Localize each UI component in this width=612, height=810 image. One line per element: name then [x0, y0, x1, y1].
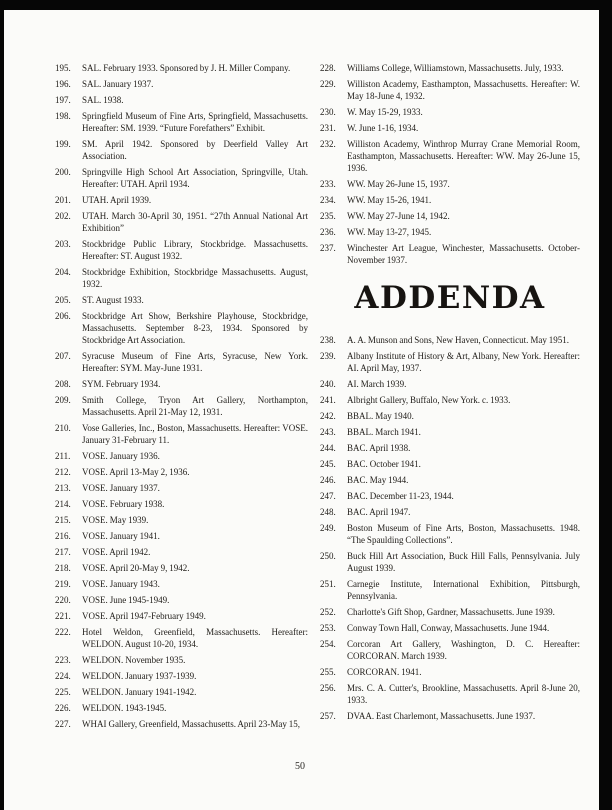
catalog-entry: [320, 106, 580, 118]
scan-border-left: [0, 0, 4, 810]
entry-number: 210.: [55, 423, 71, 433]
entry-number: 238.: [320, 335, 336, 345]
entry-text: Springville High School Art Association, Springville, Utah. Hereafter: UTAH. April 1934.: [82, 167, 308, 189]
entry-text: Stockbridge Exhibition, Stockbridge Massachusetts. August, 1932.: [82, 267, 308, 289]
catalog-entry: [320, 490, 580, 502]
entry-number: 226.: [55, 703, 71, 713]
entry-number: 257.: [320, 711, 336, 721]
catalog-entry: [55, 578, 308, 590]
catalog-entry: [55, 62, 308, 74]
catalog-entry: [320, 710, 580, 722]
catalog-entry: [55, 378, 308, 390]
entry-number: 208.: [55, 379, 71, 389]
addenda-heading: ADDENDA: [354, 280, 546, 316]
entry-number: 222.: [55, 627, 71, 637]
catalog-entry: [320, 622, 580, 634]
entry-text: CORCORAN. 1941.: [347, 667, 422, 677]
entry-text: VOSE. April 20-May 9, 1942.: [82, 563, 190, 573]
catalog-entry: [55, 238, 308, 262]
entry-number: 243.: [320, 427, 336, 437]
entry-text: Williston Academy, Winthrop Murray Crane Memorial Room, Easthampton, Massachusetts. Hereafter: WW. May 26-June 15, 1936.: [347, 139, 580, 173]
entry-text: Syracuse Museum of Fine Arts, Syracuse, New York. Hereafter: SYM. May-June 1931.: [82, 351, 308, 373]
catalog-entry: [320, 682, 580, 706]
entry-text: SAL. January 1937.: [82, 79, 154, 89]
entry-number: 240.: [320, 379, 336, 389]
entry-number: 202.: [55, 211, 71, 221]
entry-number: 198.: [55, 111, 71, 121]
entry-text: W. June 1-16, 1934.: [347, 123, 419, 133]
entry-text: WELDON. November 1935.: [82, 655, 186, 665]
catalog-entry: [55, 514, 308, 526]
entry-text: Buck Hill Art Association, Buck Hill Falls, Pennsylvania. July August 1939.: [347, 551, 580, 573]
entry-number: 245.: [320, 459, 336, 469]
entry-number: 221.: [55, 611, 71, 621]
entry-number: 248.: [320, 507, 336, 517]
entry-text: WELDON. 1943-1945.: [82, 703, 167, 713]
catalog-entry: [55, 94, 308, 106]
left-column: [55, 62, 308, 734]
catalog-entry: [320, 138, 580, 174]
entry-number: 219.: [55, 579, 71, 589]
entry-number: 215.: [55, 515, 71, 525]
entry-number: 242.: [320, 411, 336, 421]
catalog-entry: [320, 550, 580, 574]
entry-text: WW. May 26-June 15, 1937.: [347, 179, 450, 189]
catalog-entry: [320, 426, 580, 438]
catalog-entry: [55, 78, 308, 90]
entry-text: WELDON. January 1941-1942.: [82, 687, 197, 697]
entry-number: 239.: [320, 351, 336, 361]
right-column-bottom-entries: [320, 334, 580, 722]
catalog-entry: [320, 638, 580, 662]
entry-number: 236.: [320, 227, 336, 237]
entry-text: Carnegie Institute, International Exhibition, Pittsburgh, Pennsylvania.: [347, 579, 580, 601]
entry-text: Williams College, Williamstown, Massachusetts. July, 1933.: [347, 63, 564, 73]
catalog-entry: [55, 530, 308, 542]
entry-text: BAC. December 11-23, 1944.: [347, 491, 454, 501]
entry-number: 233.: [320, 179, 336, 189]
entry-number: 200.: [55, 167, 71, 177]
scan-border-right: [599, 0, 612, 810]
entry-text: Stockbridge Art Show, Berkshire Playhouse, Stockbridge, Massachusetts. September 8-23, 1934. Sponsored by Stockbridge Art Association.: [82, 311, 308, 345]
catalog-entry: [320, 178, 580, 190]
entry-number: 195.: [55, 63, 71, 73]
entry-number: 252.: [320, 607, 336, 617]
entry-number: 196.: [55, 79, 71, 89]
catalog-entry: [55, 294, 308, 306]
entry-text: UTAH. April 1939.: [82, 195, 152, 205]
catalog-entry: [55, 654, 308, 666]
entry-number: 223.: [55, 655, 71, 665]
entry-number: 250.: [320, 551, 336, 561]
entry-number: 230.: [320, 107, 336, 117]
entry-number: 205.: [55, 295, 71, 305]
catalog-entry: [55, 610, 308, 622]
catalog-entry: [320, 606, 580, 618]
entry-number: 216.: [55, 531, 71, 541]
catalog-entry: [55, 138, 308, 162]
catalog-entry: [320, 522, 580, 546]
catalog-entry: [55, 670, 308, 682]
entry-text: BBAL. May 1940.: [347, 411, 414, 421]
entry-text: VOSE. February 1938.: [82, 499, 165, 509]
entry-number: 224.: [55, 671, 71, 681]
entry-number: 225.: [55, 687, 71, 697]
entry-text: Hotel Weldon, Greenfield, Massachusetts. Hereafter: WELDON. August 10-20, 1934.: [82, 627, 308, 649]
entry-number: 218.: [55, 563, 71, 573]
entry-number: 256.: [320, 683, 336, 693]
entry-number: 234.: [320, 195, 336, 205]
catalog-entry: [55, 422, 308, 446]
catalog-entry: [55, 546, 308, 558]
catalog-entry: [55, 210, 308, 234]
entry-text: VOSE. January 1941.: [82, 531, 160, 541]
entry-text: VOSE. May 1939.: [82, 515, 149, 525]
entry-text: Charlotte's Gift Shop, Gardner, Massachusetts. June 1939.: [347, 607, 555, 617]
entry-text: Conway Town Hall, Conway, Massachusetts. June 1944.: [347, 623, 550, 633]
entry-text: Corcoran Art Gallery, Washington, D. C. Hereafter: CORCORAN. March 1939.: [347, 639, 580, 661]
catalog-entry: [320, 194, 580, 206]
catalog-entry: [320, 78, 580, 102]
entry-number: 231.: [320, 123, 336, 133]
entry-text: Albright Gallery, Buffalo, New York. c. 1933.: [347, 395, 511, 405]
entry-number: 237.: [320, 243, 336, 253]
catalog-entry: [320, 226, 580, 238]
catalog-entry: [320, 458, 580, 470]
entry-text: Springfield Museum of Fine Arts, Springfield, Massachusetts. Hereafter: SM. 1939. “Future Forefathers” Exhibit.: [82, 111, 308, 133]
entry-text: BAC. April 1947.: [347, 507, 411, 517]
entry-text: VOSE. January 1937.: [82, 483, 160, 493]
catalog-entry: [320, 410, 580, 422]
catalog-entry: [55, 194, 308, 206]
entry-number: 254.: [320, 639, 336, 649]
entry-text: UTAH. March 30-April 30, 1951. “27th Annual National Art Exhibition”: [82, 211, 308, 233]
catalog-entry: [55, 498, 308, 510]
catalog-entry: [55, 718, 308, 730]
entry-text: Stockbridge Public Library, Stockbridge. Massachusetts. Hereafter: ST. August 1932.: [82, 239, 308, 261]
entry-text: Albany Institute of History & Art, Albany, New York. Hereafter: AI. April May, 1937.: [347, 351, 580, 373]
catalog-entry: [320, 210, 580, 222]
entry-number: 253.: [320, 623, 336, 633]
entry-text: BAC. April 1938.: [347, 443, 411, 453]
entry-number: 227.: [55, 719, 71, 729]
entry-text: VOSE. April 13-May 2, 1936.: [82, 467, 190, 477]
catalog-entry: [320, 378, 580, 390]
entry-number: 229.: [320, 79, 336, 89]
entry-text: SM. April 1942. Sponsored by Deerfield Valley Art Association.: [82, 139, 308, 161]
catalog-entry: [55, 166, 308, 190]
entry-number: 204.: [55, 267, 71, 277]
entry-text: VOSE. April 1942.: [82, 547, 151, 557]
catalog-entry: [55, 310, 308, 346]
entry-number: 247.: [320, 491, 336, 501]
catalog-entry: [55, 450, 308, 462]
catalog-entry: [55, 466, 308, 478]
entry-text: WELDON. January 1937-1939.: [82, 671, 197, 681]
entry-text: AI. March 1939.: [347, 379, 407, 389]
entry-number: 251.: [320, 579, 336, 589]
catalog-entry: [320, 122, 580, 134]
entry-text: Williston Academy, Easthampton, Massachusetts. Hereafter: W. May 18-June 4, 1932.: [347, 79, 580, 101]
catalog-entry: [320, 578, 580, 602]
entry-text: DVAA. East Charlemont, Massachusetts. June 1937.: [347, 711, 536, 721]
entry-number: 232.: [320, 139, 336, 149]
entry-number: 213.: [55, 483, 71, 493]
entry-text: BAC. May 1944.: [347, 475, 409, 485]
entry-text: WW. May 27-June 14, 1942.: [347, 211, 450, 221]
entry-text: SAL. 1938.: [82, 95, 124, 105]
entry-text: WW. May 13-27, 1945.: [347, 227, 432, 237]
entry-text: WHAI Gallery, Greenfield, Massachusetts. April 23-May 15,: [82, 719, 301, 729]
catalog-entry: [55, 266, 308, 290]
right-column-top-entries: [320, 62, 580, 266]
entry-number: 209.: [55, 395, 71, 405]
catalog-entry: [55, 350, 308, 374]
catalog-entry: [320, 666, 580, 678]
entry-number: 228.: [320, 63, 336, 73]
entry-text: Smith College, Tryon Art Gallery, Northampton, Massachusetts. April 21-May 12, 1931.: [82, 395, 308, 417]
scan-border-top: [0, 0, 612, 10]
entry-number: 246.: [320, 475, 336, 485]
page-number: 50: [295, 761, 305, 772]
catalog-entry: [320, 242, 580, 266]
entry-number: 244.: [320, 443, 336, 453]
entry-text: SYM. February 1934.: [82, 379, 161, 389]
catalog-entry: [55, 110, 308, 134]
catalog-entry: [55, 482, 308, 494]
catalog-entry: [55, 562, 308, 574]
catalog-entry: [320, 442, 580, 454]
entry-number: 212.: [55, 467, 71, 477]
entry-text: VOSE. January 1943.: [82, 579, 160, 589]
catalog-entry: [55, 702, 308, 714]
catalog-entry: [55, 394, 308, 418]
entry-text: VOSE. June 1945-1949.: [82, 595, 170, 605]
entry-text: Boston Museum of Fine Arts, Boston, Massachusetts. 1948. “The Spaulding Collections”.: [347, 523, 580, 545]
catalog-entry: [320, 334, 580, 346]
entry-number: 249.: [320, 523, 336, 533]
entry-number: 214.: [55, 499, 71, 509]
catalog-entry: [320, 394, 580, 406]
entry-number: 241.: [320, 395, 336, 405]
entry-text: A. A. Munson and Sons, New Haven, Connecticut. May 1951.: [347, 335, 570, 345]
entry-text: VOSE. January 1936.: [82, 451, 160, 461]
entry-number: 199.: [55, 139, 71, 149]
entry-text: Mrs. C. A. Cutter's, Brookline, Massachusetts. April 8-June 20, 1933.: [347, 683, 580, 705]
entry-number: 207.: [55, 351, 71, 361]
entry-text: BBAL. March 1941.: [347, 427, 421, 437]
catalog-entry: [320, 350, 580, 374]
entry-text: Winchester Art League, Winchester, Massachusetts. October-November 1937.: [347, 243, 580, 265]
catalog-entry: [55, 686, 308, 698]
catalog-entry: [320, 474, 580, 486]
entry-number: 235.: [320, 211, 336, 221]
entry-text: SAL. February 1933. Sponsored by J. H. Miller Company.: [82, 63, 291, 73]
entry-number: 255.: [320, 667, 336, 677]
catalog-entry: [55, 594, 308, 606]
catalog-entry: [320, 506, 580, 518]
catalog-entry: [320, 62, 580, 74]
catalog-entry: [55, 626, 308, 650]
right-column: [320, 62, 580, 726]
entry-number: 211.: [55, 451, 71, 461]
entry-text: VOSE. April 1947-February 1949.: [82, 611, 206, 621]
entry-text: ST. August 1933.: [82, 295, 144, 305]
entry-number: 206.: [55, 311, 71, 321]
entry-number: 220.: [55, 595, 71, 605]
entry-number: 201.: [55, 195, 71, 205]
entry-text: WW. May 15-26, 1941.: [347, 195, 432, 205]
entry-number: 217.: [55, 547, 71, 557]
entry-number: 203.: [55, 239, 71, 249]
entry-text: BAC. October 1941.: [347, 459, 421, 469]
entry-number: 197.: [55, 95, 71, 105]
entry-text: Vose Galleries, Inc., Boston, Massachusetts. Hereafter: VOSE. January 31-February 11.: [82, 423, 308, 445]
entry-text: W. May 15-29, 1933.: [347, 107, 423, 117]
